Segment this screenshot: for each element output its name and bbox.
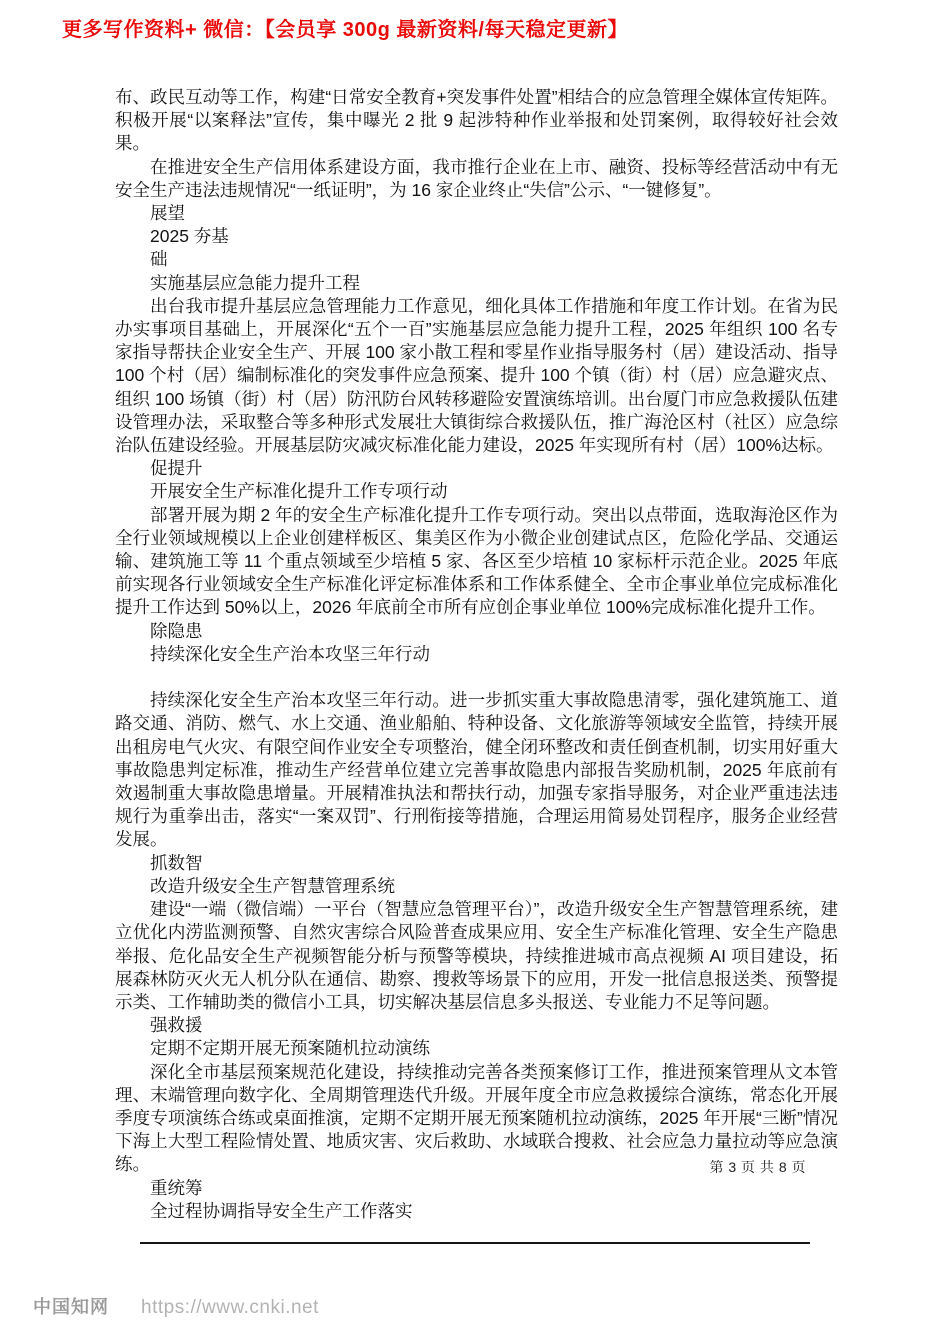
section-heading: 促提升	[150, 458, 203, 479]
blank-line	[115, 666, 838, 689]
section-heading: 实施基层应急能力提升工程	[150, 272, 360, 293]
section-heading: 持续深化安全生产治本攻坚三年行动	[150, 643, 430, 664]
paragraph: 出台我市提升基层应急管理能力工作意见，细化具体工作措施和年度工作计划。在省为民办实事项目基础上，开展深化“五个一百”实施基层应急能力提升工程，2025 年组织 100 名专家指导帮扶企业安全生产、开展 100 家小散工程和零星作业指导服务村（居）建设活动、指导 100 个村（居）编制标准化的突发事件应急预案、提升 100 个镇（街）村（居）应急避灾点、组织 100 场镇（街）村（居）防汛防台风转移避险安置演练培训。出台厦门市应急救援队伍建设管理办法，采取整合等多种形式发展壮大镇街综合救援队伍，推广海沧区村（社区）应急综治队伍建设经验。开展基层防灾减灾标准化能力建设，2025 年实现所有村（居）100%达标。	[115, 295, 838, 456]
section-heading: 改造升级安全生产智慧管理系统	[150, 875, 395, 896]
section-heading: 抓数智	[150, 852, 203, 873]
footer-divider	[140, 1242, 810, 1244]
paragraph: 布、政民互动等工作，构建“日常安全教育+突发事件处置”相结合的应急管理全媒体宣传矩阵。积极开展“以案释法”宣传，集中曝光 2 批 9 起涉特种作业举报和处罚案例，取得较好社会效果。	[115, 87, 838, 154]
section-heading: 础	[150, 249, 168, 270]
promo-banner: 更多写作资料+ 微信：【会员享 300g 最新资料/每天稳定更新】	[62, 19, 628, 41]
paragraph: 持续深化安全生产治本攻坚三年行动。进一步抓实重大事故隐患清零，强化建筑施工、道路交通、消防、燃气、水上交通、渔业船舶、特种设备、文化旅游等领域安全监管，持续开展出租房电气火灾、有限空间作业安全专项整治，健全闭环整改和责任倒查机制，切实用好重大事故隐患判定标准，推动生产经营单位建立完善事故隐患内部报告奖励机制，2025 年底前有效遏制重大事故隐患增量。开展精准执法和帮扶行动，加强专家指导服务，对企业严重违法违规行为重拳出击，落实“一案双罚”、行刑衔接等措施，合理运用简易处罚程序，服务企业经营发展。	[115, 690, 838, 850]
cnki-logo: 中国知网	[33, 1297, 109, 1317]
section-heading: 定期不定期开展无预案随机拉动演练	[150, 1038, 430, 1059]
section-heading: 重统筹	[150, 1177, 203, 1198]
watermark	[33, 1293, 319, 1319]
section-heading: 全过程协调指导安全生产工作落实	[150, 1200, 413, 1221]
section-heading: 2025 夯基	[150, 226, 229, 247]
paragraph: 部署开展为期 2 年的安全生产标准化提升工作专项行动。突出以点带面，选取海沧区作为全行业领域规模以上企业创建样板区、集美区作为小微企业创建试点区，危险化学品、交通运输、建筑施工等 11 个重点领域至少培植 5 家、各区至少培植 10 家标杆示范企业。2025 年底前实现各行业领域安全生产标准化评定标准体系和工作体系健全、全市企事业单位完成标准化提升工作达到 50%以上，2026 年底前全市所有应创企事业单位 100%完成标准化提升工作。	[115, 504, 838, 618]
page-indicator: 第 3 页 共 8 页	[709, 1159, 806, 1175]
paragraph: 在推进安全生产信用体系建设方面，我市推行企业在上市、融资、投标等经营活动中有无安全生产违法违规情况“一纸证明”，为 16 家企业终止“失信”公示、“一键修复”。	[115, 156, 838, 200]
section-heading: 展望	[150, 203, 185, 224]
paragraph: 建设“一端（微信端）一平台（智慧应急管理平台）”，改造升级安全生产智慧管理系统，建立优化内涝监测预警、自然灾害综合风险普查成果应用、安全生产标准化管理、安全生产隐患举报、危化品安全生产视频智能分析与预警等模块，持续推进城市高点视频 AI 项目建设，拓展森林防灭火无人机分队在通信、勘察、搜救等场景下的应用，开发一批信息报送类、预警提示类、工作辅助类的微信小工具，切实解决基层信息多头报送、专业能力不足等问题。	[115, 899, 838, 1012]
section-heading: 除隐患	[150, 620, 203, 641]
cnki-url: https://www.cnki.net	[141, 1297, 319, 1318]
document-body	[115, 86, 838, 1223]
section-heading: 开展安全生产标准化提升工作专项行动	[150, 481, 448, 502]
paragraph: 深化全市基层预案规范化建设，持续推动完善各类预案修订工作，推进预案管理从文本管理、末端管理向数字化、全周期管理迭代升级。开展年度全市应急救援综合演练，常态化开展季度专项演练合练或桌面推演，定期不定期开展无预案随机拉动演练，2025 年开展“三断”情况下海上大型工程险情处置、地质灾害、灾后救助、水域联合搜救、社会应急力量拉动等应急演练。	[115, 1061, 838, 1175]
section-heading: 强救援	[150, 1015, 203, 1036]
